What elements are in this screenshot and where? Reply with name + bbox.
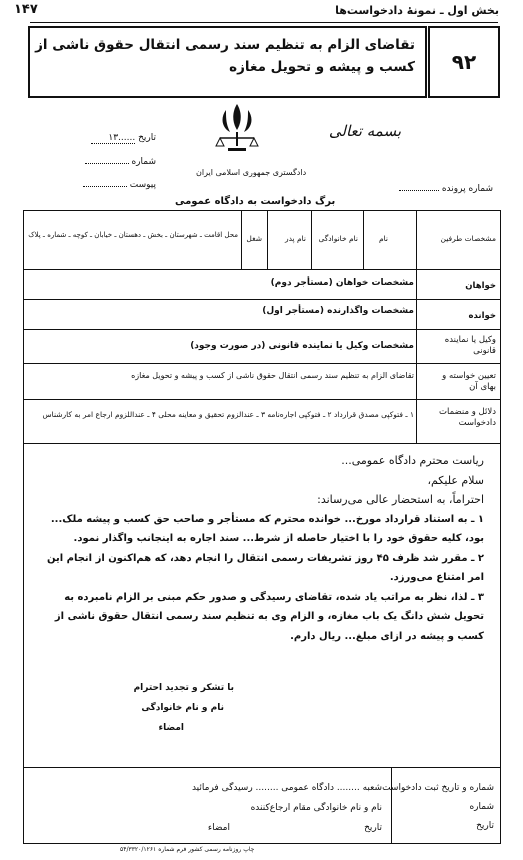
petition-form [23,210,501,844]
number-label: شماره [131,157,156,167]
attachment-label: پیوست [129,180,156,190]
basmala: بسمه تعالی [328,122,401,140]
greeting: سلام علیکم، [427,473,484,487]
registration-number: شماره [469,802,494,812]
emblem-caption: دادگستری جمهوری اسلامی ایران [196,168,307,177]
evidence-label: دلائل و منضمات دادخواست [439,407,496,428]
date-value: ......۱۳ [91,133,135,144]
col-header-name: نام [378,234,388,243]
salutation: ریاست محترم دادگاه عمومی... [341,454,484,467]
page-number: ۱۴۷ [14,2,38,17]
plaintiff-value: مشخصات خواهان (مستأجر دوم) [270,278,414,288]
date-label: تاریخ [138,133,156,143]
form-number: ۹۲ [451,50,477,74]
form-title: تقاضای الزام به تنظیم سند رسمی انتقال حقوق ناشی از کسب و پیشه و تحویل مغازه [35,37,415,75]
evidence-value: ۱ ـ فتوکپی مصدق قرارداد ۲ ـ فتوکپی اجاره‌نامه ۳ ـ عندالزوم تحقیق و معاینه محلی ۴ ـ عنداللزوم ارجاع امر به کارشناس [42,410,414,419]
name-line: نام و نام خانوادگی [141,703,224,713]
paragraph-2: ۲ ـ مقرر شد ظرف ۴۵ روز تشریفات رسمی انتقال را انجام دهد، که هم‌اکنون از انجام این امر امتناع می‌ورزد. [46,552,484,583]
col-header-job: شغل [246,234,262,243]
lawyer-label: وکیل یا نماینده قانونی [444,335,496,356]
col-header-address: محل اقامت ـ شهرستان ـ بخش ـ دهستان ـ خیابان ـ کوچه ـ شماره ـ پلاک [28,231,238,239]
claim-label: تعیین خواسته و بهای آن [442,371,496,392]
referring-judge: نام و نام خانوادگی مقام ارجاع‌کننده [250,803,382,813]
file-number-label: شماره پرونده [441,184,493,194]
paragraph-1: ۱ ـ به استناد قرارداد مورخ... خوانده محترم که مستأجر و صاحب حق کسب و پیشه ملک... بود، کلیه حقوق خود را با اختیار حاصله از شرط... سند اجاره به اینجانب واگذار نمود. [50,513,484,544]
claim-value: تقاضای الزام به تنظیم سند رسمی انتقال حقوق ناشی از کسب و پیشه و تحویل مغازه [131,371,414,380]
date-field [66,133,156,144]
referral-signature: امضاء [207,823,230,833]
defendant-label: خوانده [468,311,496,321]
registration-label: شماره و تاریخ ثبت دادخواست [382,783,494,793]
print-note: چاپ روزنامه رسمی کشور فرم شماره ۵۴/۳۳۲۰/۱۲۶۱ [120,846,255,853]
intro: احتراماً، به استحضار عالی می‌رساند: [317,493,484,506]
file-number-field [399,184,493,194]
signature-label: امضاء [158,723,184,733]
branch-referral: شعبه ........ دادگاه عمومی ........ رسیدگی فرمائید [191,783,382,793]
number-field [66,157,156,167]
col-header-surname: نام خانوادگی [318,234,358,243]
form-heading: برگ دادخواست به دادگاه عمومی [175,196,336,207]
closing: با تشکر و تجدید احترام [133,683,234,693]
registration-date: تاریخ [476,821,494,831]
referral-date: تاریخ [364,823,382,833]
col-header-father: نام پدر [284,234,306,243]
col-header-parties: مشخصات طرفین [440,234,496,243]
emblem-icon [206,100,268,162]
paragraph-3: ۳ ـ لذا، نظر به مراتب یاد شده، تقاضای رسیدگی و صدور حکم مبنی بر الزام نامبرده به تحویل شش دانگ یک باب مغازه، و الزام وی به تنظیم سند رسمی انتقال حقوق ناشی از کسب و پیشه در ازای مبلغ... ریال دارم. [54,591,484,642]
running-head: بخش اول ـ نمونهٔ دادخواست‌ها [335,4,499,17]
defendant-value: مشخصات واگذارنده (مستأجر اول) [262,306,414,316]
lawyer-value: مشخصات وکیل یا نماینده قانونی (در صورت وجود) [190,341,414,351]
letter-body [44,451,484,646]
form-number-box [428,26,500,98]
column-headers [24,211,500,269]
header-rule [30,22,498,23]
plaintiff-label: خواهان [465,281,496,291]
attachment-field [66,180,156,190]
